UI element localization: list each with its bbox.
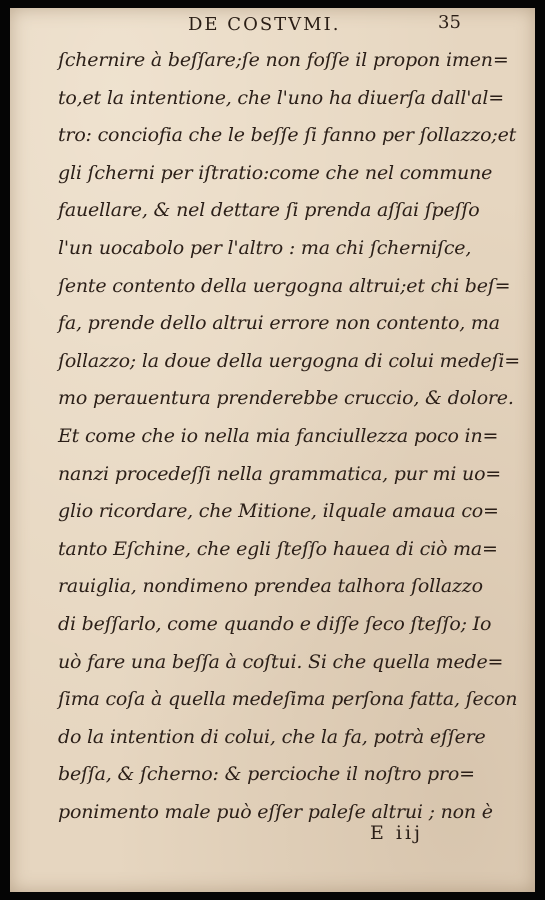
body-text: [58, 42, 520, 831]
text-line: Et come che io nella mia fanciullezza poco in=: [58, 424, 499, 447]
text-line: to,et la intentione, che l'uno ha diuerſa dall'al=: [58, 86, 505, 109]
text-line: ſollazzo; la doue della uergogna di colui medeſi=: [58, 349, 520, 372]
text-line: do la intention di colui, che la fa, potrà eſſere: [58, 725, 486, 748]
text-line: fa, prende dello altrui errore non contento, ma: [58, 312, 500, 335]
text-line: beſſa, & ſcherno: & percioche il noſtro pro=: [58, 763, 475, 786]
text-line: rauiglia, nondimeno prendea talhora ſollazzo: [58, 575, 483, 598]
text-line: nanzi procedeſſi nella grammatica, pur mi uo=: [58, 462, 502, 485]
signature-mark: E iij: [370, 822, 423, 844]
text-line: fauellare, & nel dettare ſi prenda aſſai ſpeſſo: [58, 199, 480, 222]
text-line: tanto Eſchine, che egli ſteſſo hauea di ciò ma=: [58, 537, 498, 560]
text-line: di beſſarlo, come quando e diſſe ſeco ſteſſo; Io: [58, 612, 492, 635]
text-line: l'un uocabolo per l'altro : ma chi ſcherniſce,: [58, 236, 472, 259]
text-line: ponimento male può eſſer paleſe altrui ; non è: [58, 800, 493, 823]
text-line: ſima coſa à quella medeſima perſona fatta, ſecon: [58, 688, 518, 711]
text-line: uò fare una beſſa à coſtui. Si che quella mede=: [58, 650, 504, 673]
page-header: [10, 12, 535, 38]
page-number: 35: [438, 12, 461, 33]
text-line: gli ſcherni per iſtratio:come che nel commune: [58, 161, 493, 184]
text-line: mo perauentura prenderebbe cruccio, & dolore.: [58, 387, 514, 410]
book-page: [10, 8, 535, 892]
text-line: tro: conciofia che le beſſe ſi fanno per ſollazzo;et: [58, 124, 517, 147]
text-line: ſchernire à beſſare;ſe non foſſe il propon imen=: [58, 49, 509, 71]
running-head: DE COSTVMI.: [188, 14, 341, 35]
text-line: glio ricordare, che Mitione, ilquale amaua co=: [58, 500, 499, 523]
text-line: ſente contento della uergogna altrui;et chi beſ=: [58, 274, 511, 297]
